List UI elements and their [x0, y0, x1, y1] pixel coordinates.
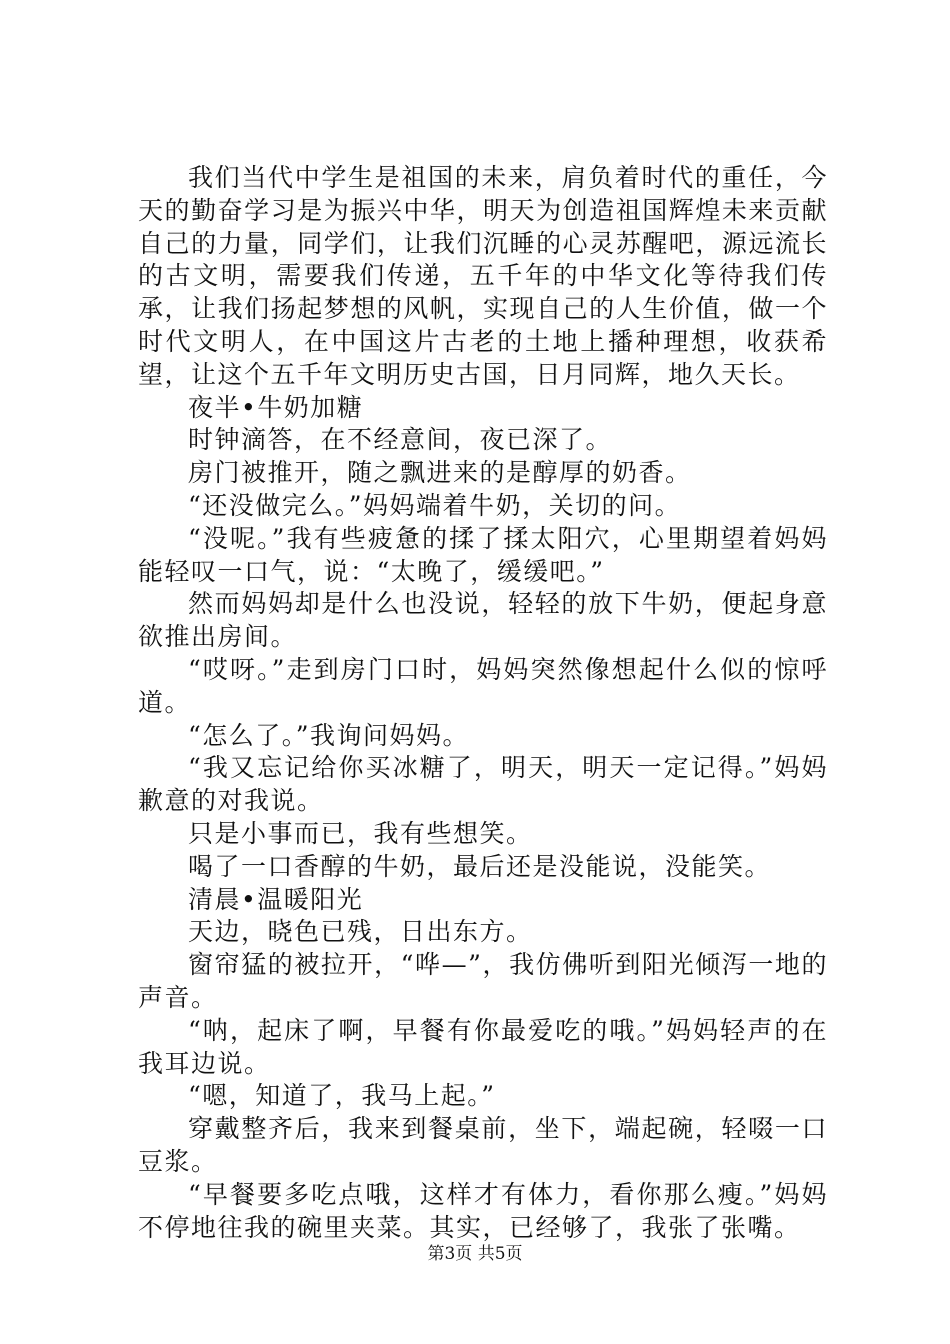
paragraph: “呐，起床了啊，早餐有你最爱吃的哦。”妈妈轻声的在我耳边说。 [138, 1015, 828, 1078]
paragraph: 我们当代中学生是祖国的未来，肩负着时代的重任，今天的勤奋学习是为振兴中华，明天为创造祖国辉煌未来贡献自己的力量，同学们，让我们沉睡的心灵苏醒吧，源远流长的古文明，需要我们传递，五千年的中华文化等待我们传承，让我们扬起梦想的风帆，实现自己的人生价值，做一个时代文明人，在中国这片古老的土地上播种理想，收获希望，让这个五千年文明历史古国，日月同辉，地久天长。 [138, 163, 828, 389]
section-heading: 夜半•牛奶加糖 [188, 392, 364, 422]
paragraph: 天边，晓色已残，日出东方。 [188, 917, 533, 947]
paragraph: “还没做完么。”妈妈端着牛奶，关切的问。 [188, 490, 682, 520]
paragraph: “哎呀。”走到房门口时，妈妈突然像想起什么似的惊呼道。 [138, 654, 828, 717]
paragraph: “嗯，知道了，我马上起。” [188, 1081, 496, 1111]
paragraph: 喝了一口香醇的牛奶，最后还是没能说，没能笑。 [188, 851, 772, 881]
paragraph: 房门被推开，随之飘进来的是醇厚的奶香。 [188, 458, 692, 488]
paragraph: 然而妈妈却是什么也没说，轻轻的放下牛奶，便起身意欲推出房间。 [138, 589, 828, 652]
paragraph: “早餐要多吃点哦，这样才有体力，看你那么瘦。”妈妈不停地往我的碗里夹菜。其实，已经够了，我张了张嘴。 [138, 1179, 828, 1242]
paragraph: “怎么了。”我询问妈妈。 [188, 720, 470, 750]
paragraph: 时钟滴答，在不经意间，夜已深了。 [188, 425, 613, 455]
page-footer: 第3页 共5页 [427, 1244, 523, 1264]
paragraph: 穿戴整齐后，我来到餐桌前，坐下，端起碗，轻啜一口豆浆。 [138, 1114, 828, 1176]
section-heading: 清晨•温暖阳光 [188, 884, 364, 914]
paragraph: “我又忘记给你买冰糖了，明天，明天一定记得。”妈妈歉意的对我说。 [138, 753, 828, 816]
paragraph: “没呢。”我有些疲惫的揉了揉太阳穴，心里期望着妈妈能轻叹一口气，说：“太晚了，缓缓吧。” [138, 523, 828, 586]
paragraph: 窗帘猛的被拉开，“哗—”，我仿佛听到阳光倾泻一地的声音。 [138, 950, 828, 1012]
document-body [138, 162, 828, 1244]
paragraph: 只是小事而已，我有些想笑。 [188, 818, 533, 848]
